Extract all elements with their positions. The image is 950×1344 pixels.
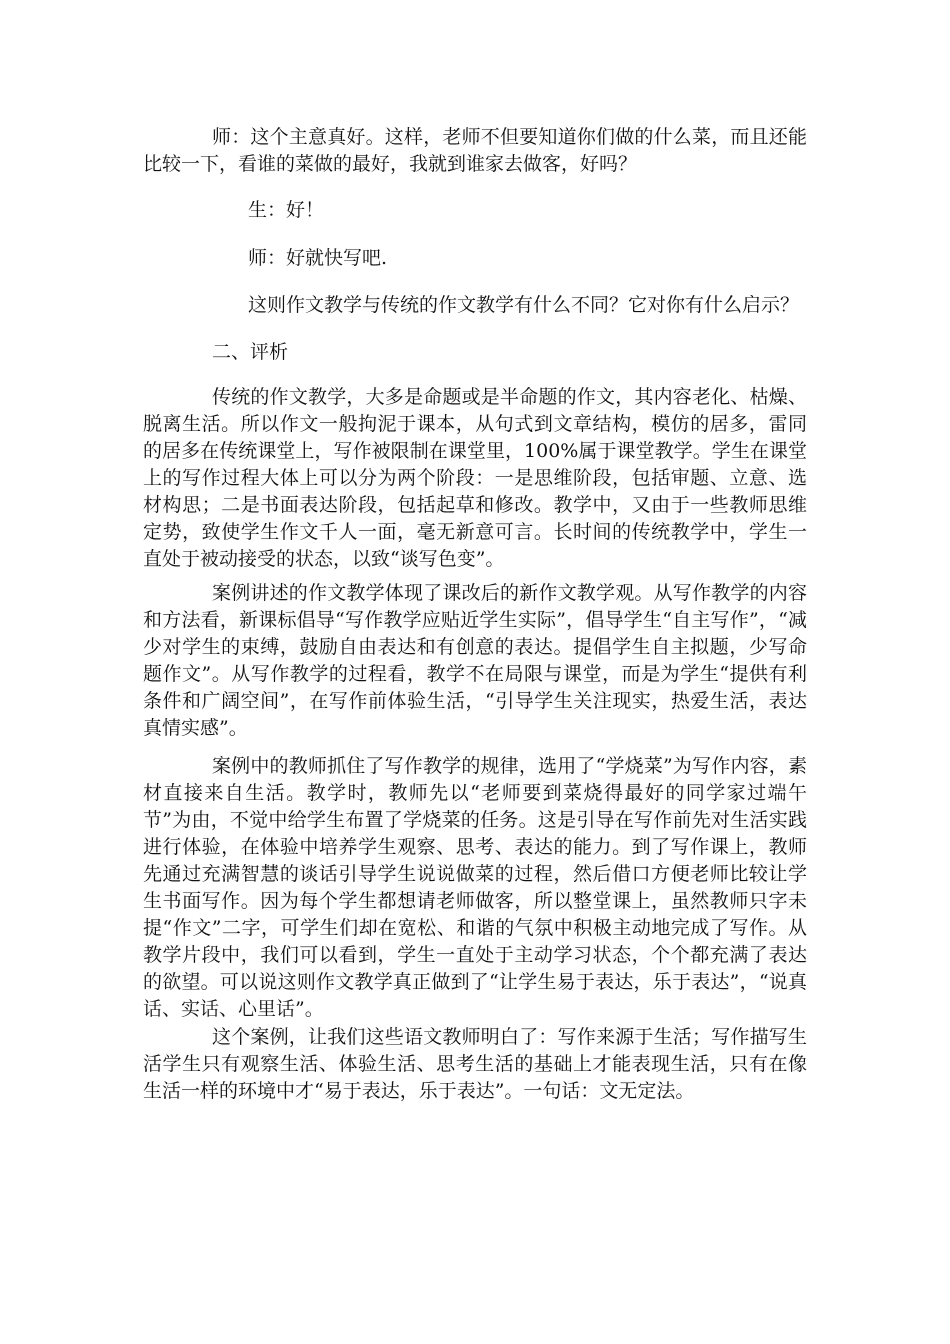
discussion-question: 这则作文教学与传统的作文教学有什么不同？它对你有什么启示？ [248, 294, 800, 316]
paragraph-new-teaching-view: 案例讲述的作文教学体现了课改后的新作文教学观。从写作教学的内容和方法看，新课标倡导“写作教学应贴近学生实际”，倡导学生“自主写作”，“减少对学生的束缚，鼓励自由表达和有创意的表达。提倡学生自主拟题，少写命题作文”。从写作教学的过程看，教学不在局限与课堂，而是为学生“提供有利条件和广阔空间”，在写作前体验生活，“引导学生关注现实，热爱生活，表达真情实感”。 [143, 582, 807, 739]
student-reply: 生：好！ [248, 199, 325, 221]
paragraph-traditional-teaching: 传统的作文教学，大多是命题或是半命题的作文，其内容老化、枯燥、脱离生活。所以作文一般拘泥于课本，从句式到文章结构，模仿的居多，雷同的居多在传统课堂上，写作被限制在课堂里，100%属于课堂教学。学生在课堂上的写作过程大体上可以分为两个阶段：一是思维阶段，包括审题、立意、选材构思；二是书面表达阶段，包括起草和修改。教学中，又由于一些教师思维定势，致使学生作文千人一面，毫无新意可言。长时间的传统教学中，学生一直处于被动接受的状态，以致“谈写色变”。 [143, 386, 807, 570]
paragraph-conclusion: 这个案例，让我们这些语文教师明白了：写作来源于生活；写作描写生活学生只有观察生活、体验生活、思考生活的基础上才能表现生活，只有在像生活一样的环境中才“易于表达，乐于表达”。一句话：文无定法。 [143, 1026, 807, 1102]
teacher-line-1: 师：这个主意真好。这样，老师不但要知道你们做的什么菜，而且还能比较一下，看谁的菜做的最好，我就到谁家去做客，好吗？ [143, 126, 807, 175]
teacher-line-2: 师：好就快写吧. [248, 247, 388, 269]
section-heading: 二、评析 [212, 341, 289, 363]
paragraph-case-analysis: 案例中的教师抓住了写作教学的规律，选用了“学烧菜”为写作内容，素材直接来自生活。教学时，教师先以“老师要到菜烧得最好的同学家过端午节”为由，不觉中给学生布置了学烧菜的任务。这是引导在写作前先对生活实践进行体验，在体验中培养学生观察、思考、表达的能力。到了写作课上，教师先通过充满智慧的谈话引导学生说说做菜的过程，然后借口方便老师比较让学生书面写作。因为每个学生都想请老师做客，所以整堂课上，虽然教师只字未提“作文”二字，可学生们却在宽松、和谐的气氛中积极主动地完成了写作。从教学片段中，我们可以看到，学生一直处于主动学习状态，个个都充满了表达的欲望。可以说这则作文教学真正做到了“让学生易于表达，乐于表达”，“说真话、实话、心里话”。 [143, 755, 807, 1020]
